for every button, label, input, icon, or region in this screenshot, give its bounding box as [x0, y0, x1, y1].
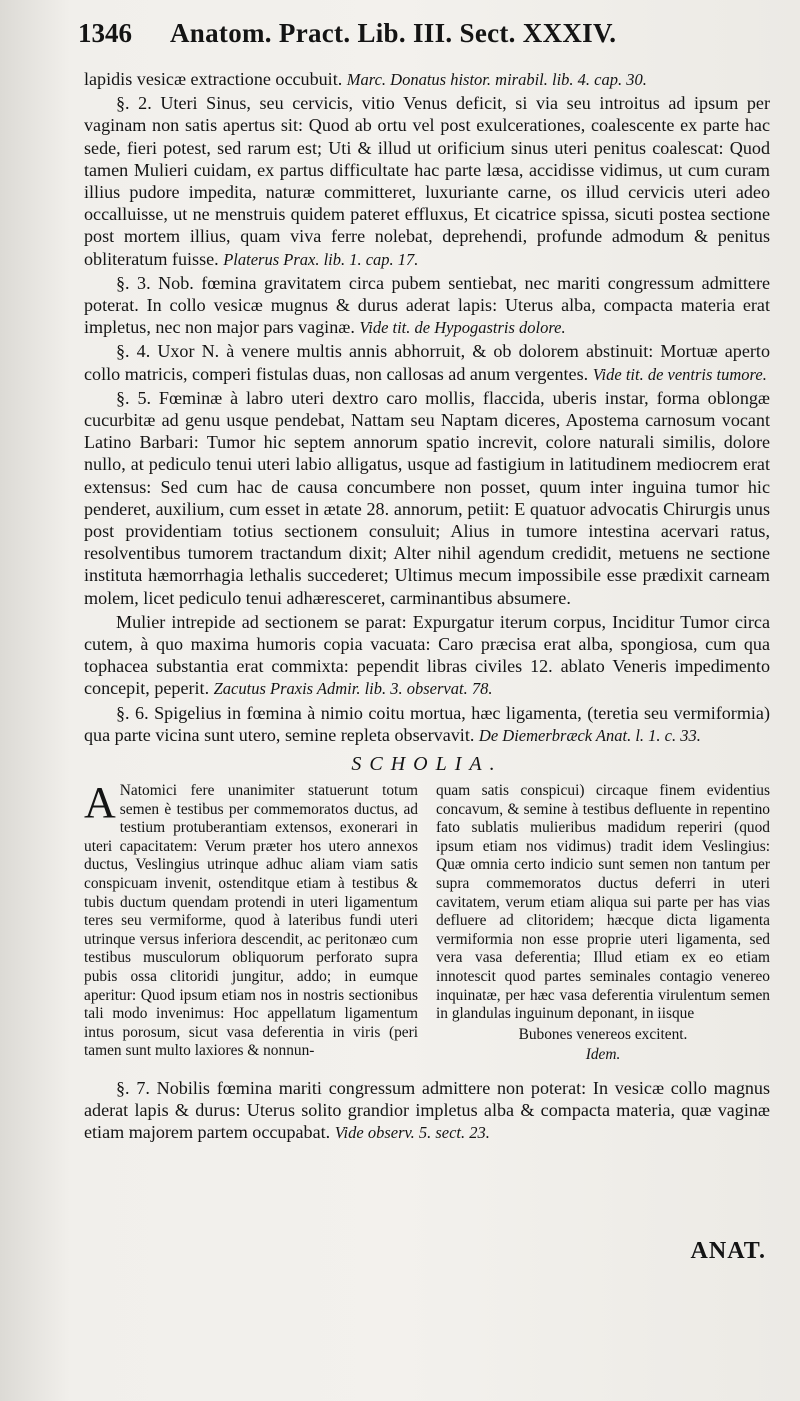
paragraph-section-3 — [84, 272, 770, 340]
paragraph-text: §. 7. Nobilis fœmina mariti congressum admittere non poterat: In vesicæ collo magnus aderat lapis & durus: Uterus solito grandior impletus alba & compacta materia, quæ vaginæ etiam majorem partem occupabat. — [84, 1078, 770, 1143]
citation: De Diemerbræck Anat. l. 1. c. 33. — [478, 725, 701, 745]
paragraph-text: §. 6. Spigelius in fœmina à nimio coitu mortua, hæc ligamenta, (teretia seu vermiformia) qua parte vicina sunt utero, semine repleta observavit. — [84, 702, 770, 745]
citation: Vide observ. 5. sect. 23. — [334, 1123, 490, 1143]
paragraph-continuation — [84, 68, 770, 91]
running-title: Anatom. Pract. Lib. III. Sect. XXXIV. — [170, 18, 617, 48]
paragraph-text: §. 2. Uteri Sinus, seu cervicis, vitio Venus deficit, si via seu introitus ad ipsum per vaginam non satis apertus sit: Quod ab ortu vel post exulcerationes, coalescente ex parte hac sede, fieri potest, sed rarum est; Uti & illud ut orificium sinus uteri penitus coalescat: Quod tamen Mulieri cuidam, ex partus difficultate hac parte læsa, accidisse vidimus, ut cum curam illius pudore impedita, naturæ committeret, luxuriante carne, os illud cervicis uteri adeo occalluisse, ut ne menstruis quidem pateret effluxus, Et cicatrice spissa, sicuti postea sectione post mortem illius, quam viva ferre nolebat, deprehendi, profunde admodum & penitus obliteratum fuisse. — [84, 93, 770, 269]
scholia-columns — [84, 778, 770, 1065]
citation: Vide tit. de ventris tumore. — [592, 364, 767, 384]
scholia-heading: SCHOLIA. — [351, 753, 503, 776]
scholia-column-left — [84, 778, 418, 1065]
scholia-left-body: Natomici fere unanimiter statuerunt totum semen è testibus per commemoratos ductus, ad testium protuberantiam extensos, exonerari in uteri capacitatem: Verum præter hos utero annexos ductus, Veslingius utrinque adhuc aliam viam satis conspicuam invenit, ostenditque etiam à testibus & tubis ductum quendam protendi in uteri ligamentum teres seu vermiforme, quod à lateribus fundi uteri utrinque versus inferiora descendit, ac peritonæo cum testibus musculorum obliquorum perforato supra pubis ossa clitoridi jungitur, addo; in eumque aperitur: Quod ipsum etiam nos in nostris sectionibus tali modo invenimus: Hoc appellatum ligamentum intus porosum, sicut vasa deferentia in viris (peri tamen sunt multo laxiores & nonnun- — [84, 782, 418, 1060]
citation: Vide tit. de Hypogastris dolore. — [359, 318, 566, 338]
main-text — [84, 68, 770, 747]
paragraph-section-7 — [84, 1077, 770, 1145]
page-number: 1346 — [78, 18, 132, 48]
scholia-right-body: quam satis conspicui) circaque finem evidentius concavum, & semine à testibus defluente in repentino fato sublatis mulieribus madidum reperiri (quod ipsum etiam nos vidimus) tradit idem Veslingius: Quæ omnia certo indicio sunt semen non tantum per supra commemoratos ductus deferri in uteri cavitatem, verum etiam aliqua sui parte per has vias defluere ad clitoridem; hæcque dicta ligamenta vermiformia non esse proprie uteri ligamenta, sed vera vasa deferentia; Illud etiam ex eo etiam innotescit quod partes seminales contagio venereo inquinatæ, per hæc vasa deferentia virulentum semen in glandulas inguinum deponant, in iisque — [436, 782, 770, 1023]
drop-cap: A — [84, 778, 116, 828]
citation: Marc. Donatus histor. mirabil. lib. 4. cap. 30. — [346, 70, 647, 89]
closing-section — [84, 1077, 770, 1145]
catchword: ANAT. — [690, 1238, 766, 1264]
paragraph-section-2 — [84, 92, 770, 271]
paragraph-text: lapidis vesicæ extractione occubuit. — [84, 69, 347, 89]
citation: Platerus Prax. lib. 1. cap. 17. — [223, 249, 419, 269]
scholia-signature: Idem. — [585, 1046, 621, 1064]
scholia-column-right — [436, 782, 770, 1065]
scholia-left-text — [84, 778, 418, 1061]
citation: Zacutus Praxis Admir. lib. 3. observat. 78. — [213, 679, 493, 699]
paragraph-section-4 — [84, 340, 770, 385]
paragraph-section-6 — [84, 702, 770, 747]
paragraph-text: §. 3. Nob. fœmina gravitatem circa pubem sentiebat, nec mariti congressum admittere poterat. In collo vesicæ mugnus & durus aderat lapis: Uterus alba, compacta materia erat impletus, nec non major pars vaginæ. — [84, 272, 770, 338]
paragraph-text: §. 4. Uxor N. à venere multis annis abhorruit, & ob dolorem abstinuit: Mortuæ aperto collo matricis, comperi fistulas duas, non callosas ad anum vergentes. — [84, 341, 770, 384]
scholia-last-line: Bubones venereos excitent. — [518, 1025, 688, 1043]
paragraph-section-5 — [84, 387, 770, 610]
running-header — [78, 18, 770, 68]
paragraph-section-5-cont — [84, 611, 770, 701]
paragraph-text: Mulier intrepide ad sectionem se parat: Expurgatur iterum corpus, Inciditur Tumor circa cutem, à quo maxima humoris copia vacuata: Caro præcisa erat alba, spongiosa, cum qua tophacea substantia erat commixta: pependit libras civiles 12. ablato Veneris impedimento concepit, peperit. — [84, 611, 770, 699]
paragraph-text: §. 5. Fœminæ à labro uteri dextro caro mollis, flaccida, uberis instar, forma oblongæ cucurbitæ ad genu usque pendebat, Nattam seu Naptam diceres, Apostema carnosum vocant Latino Barbari: Tumor hic septem annorum spatio increvit, colore naturali similis, dolore nullo, at pediculo tenui uteri labio alligatus, usque ad fastigium in latitudinem mediocrem erat extensus: Sed cum hac de causa concumbere non posset, quum inter inguina tumor hic penderet, auxilium, cum esset in ætate 28. annorum, petiit: E quatuor advocatis Chirurgis unus post providentiam totius sectionem consuluit; Alius in tumore intestina acervari ratus, resolventibus tumorem tractandum dixit; Alter nihil agendum credidit, metuens ne sectione instituta hæmorrhagia lethalis succederet; Ultimus mecum impossibile esse prædixit carneam molem, licet pediculo tenui adhæresceret, carminantibus absumere. — [84, 387, 770, 608]
